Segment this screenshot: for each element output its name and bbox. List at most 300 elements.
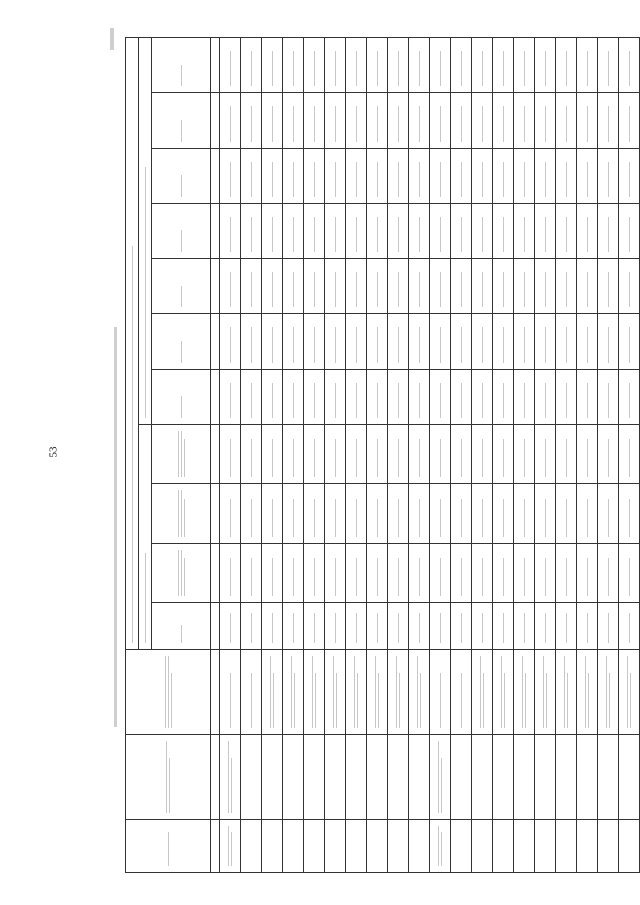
table-cell	[514, 603, 535, 650]
table-cell	[472, 259, 493, 314]
table-cell	[598, 148, 619, 203]
table-row	[241, 38, 262, 873]
table-cell	[241, 38, 262, 94]
table-cell	[304, 38, 325, 94]
column-number-cell	[211, 734, 220, 819]
table-cell	[430, 93, 451, 148]
table-cell	[430, 543, 451, 602]
table-cell	[220, 314, 241, 369]
table-cell	[241, 93, 262, 148]
table-cell	[514, 484, 535, 543]
column-number-cell	[211, 314, 220, 369]
table-cell	[493, 819, 514, 872]
table-cell	[619, 734, 640, 819]
column-number-cell	[211, 93, 220, 148]
table-cell	[241, 203, 262, 258]
table-cell	[304, 543, 325, 602]
table-cell	[409, 424, 430, 483]
table-cell	[556, 819, 577, 872]
table-cell	[556, 369, 577, 424]
table-cell	[514, 369, 535, 424]
table-cell	[262, 38, 283, 94]
table-cell	[430, 603, 451, 650]
table-cell	[514, 38, 535, 94]
table-cell	[556, 543, 577, 602]
table-cell	[535, 38, 556, 94]
table-cell	[451, 543, 472, 602]
header-cell	[152, 38, 211, 94]
table-cell	[367, 369, 388, 424]
table-cell	[514, 734, 535, 819]
table-cell	[430, 369, 451, 424]
table-row	[388, 38, 409, 873]
column-number-cell	[211, 148, 220, 203]
table-cell	[514, 203, 535, 258]
table-cell	[619, 369, 640, 424]
header-cell	[152, 543, 211, 602]
table-cell	[409, 203, 430, 258]
table-cell	[430, 314, 451, 369]
header-cell	[126, 819, 211, 872]
table-cell	[241, 819, 262, 872]
table-cell	[535, 369, 556, 424]
table-cell	[598, 259, 619, 314]
header-cell	[152, 484, 211, 543]
table-cell	[220, 259, 241, 314]
table-cell	[535, 484, 556, 543]
header-cell	[152, 314, 211, 369]
table-cell	[451, 603, 472, 650]
table-cell	[283, 314, 304, 369]
table-cell	[598, 93, 619, 148]
header-cell	[152, 603, 211, 650]
table-cell	[325, 424, 346, 483]
table-cell	[304, 259, 325, 314]
table-cell	[472, 649, 493, 734]
table-cell	[493, 543, 514, 602]
table-cell	[577, 369, 598, 424]
table-cell	[409, 649, 430, 734]
table-cell	[430, 424, 451, 483]
table-cell	[577, 314, 598, 369]
table-cell	[598, 369, 619, 424]
table-cell	[451, 734, 472, 819]
table-cell	[556, 259, 577, 314]
table-cell	[220, 424, 241, 483]
column-number-cell	[211, 543, 220, 602]
table-cell	[304, 734, 325, 819]
table-cell	[577, 484, 598, 543]
table-row	[367, 38, 388, 873]
table-cell	[346, 603, 367, 650]
table-cell	[388, 203, 409, 258]
table-cell	[451, 314, 472, 369]
column-number-cell	[211, 424, 220, 483]
header-cell	[152, 148, 211, 203]
table-cell	[598, 484, 619, 543]
table-cell	[388, 148, 409, 203]
table-cell	[451, 148, 472, 203]
table-cell	[388, 38, 409, 94]
table-cell	[472, 203, 493, 258]
table-cell	[220, 369, 241, 424]
table-cell	[451, 93, 472, 148]
table-cell	[577, 38, 598, 94]
table-cell	[451, 649, 472, 734]
table-cell	[514, 148, 535, 203]
table-cell	[241, 734, 262, 819]
table-cell	[430, 734, 451, 819]
table-cell	[367, 484, 388, 543]
table-cell	[241, 259, 262, 314]
table-cell	[472, 424, 493, 483]
table-cell	[304, 93, 325, 148]
table-cell	[367, 259, 388, 314]
table-cell	[325, 259, 346, 314]
table-cell	[388, 369, 409, 424]
table-cell	[367, 93, 388, 148]
table-cell	[577, 649, 598, 734]
table-cell	[577, 148, 598, 203]
table-cell	[367, 148, 388, 203]
header-cell	[126, 734, 211, 819]
table-cell	[388, 543, 409, 602]
table-cell	[556, 734, 577, 819]
table-cell	[220, 38, 241, 94]
table-cell	[367, 424, 388, 483]
table-row	[577, 38, 598, 873]
table-cell	[241, 543, 262, 602]
table-cell	[325, 314, 346, 369]
table-cell	[283, 148, 304, 203]
table-cell	[556, 148, 577, 203]
table-row	[514, 38, 535, 873]
table-cell	[220, 649, 241, 734]
table-cell	[577, 424, 598, 483]
header-cell	[152, 93, 211, 148]
table-cell	[556, 93, 577, 148]
table-cell	[409, 734, 430, 819]
table-cell	[388, 93, 409, 148]
table-cell	[472, 369, 493, 424]
table-cell	[514, 314, 535, 369]
table-cell	[262, 649, 283, 734]
table-cell	[283, 203, 304, 258]
table-cell	[451, 203, 472, 258]
table-cell	[430, 259, 451, 314]
table-cell	[598, 38, 619, 94]
table-cell	[346, 148, 367, 203]
table-cell	[619, 543, 640, 602]
table-cell	[409, 259, 430, 314]
table-cell	[388, 734, 409, 819]
table-cell	[346, 38, 367, 94]
table-cell	[325, 369, 346, 424]
table-cell	[283, 93, 304, 148]
header-cell	[139, 38, 152, 425]
table-cell	[619, 148, 640, 203]
table-cell	[325, 603, 346, 650]
table-cell	[325, 734, 346, 819]
table-cell	[283, 484, 304, 543]
header-cell	[139, 424, 152, 649]
table-cell	[325, 819, 346, 872]
column-number-cell	[211, 38, 220, 94]
table-cell	[598, 819, 619, 872]
column-number-cell	[211, 649, 220, 734]
table-cell	[220, 484, 241, 543]
table-cell	[262, 543, 283, 602]
table-cell	[241, 148, 262, 203]
table-cell	[409, 93, 430, 148]
table-cell	[346, 819, 367, 872]
table-cell	[262, 203, 283, 258]
table-cell	[535, 543, 556, 602]
table-cell	[241, 649, 262, 734]
header-cell	[152, 369, 211, 424]
table-cell	[346, 369, 367, 424]
table-row	[262, 38, 283, 873]
table-cell	[598, 424, 619, 483]
table-cell	[493, 38, 514, 94]
table-cell	[283, 649, 304, 734]
table-cell	[325, 484, 346, 543]
table-cell	[514, 819, 535, 872]
table-cell	[262, 93, 283, 148]
table-cell	[472, 148, 493, 203]
table-cell	[409, 603, 430, 650]
header-cell	[126, 38, 139, 650]
table-cell	[577, 93, 598, 148]
table-cell	[556, 314, 577, 369]
table-cell	[493, 148, 514, 203]
column-number-cell	[211, 259, 220, 314]
column-number-cell	[211, 484, 220, 543]
table-cell	[388, 649, 409, 734]
table-row	[430, 38, 451, 873]
table-cell	[262, 259, 283, 314]
table-row	[325, 38, 346, 873]
table-cell	[241, 484, 262, 543]
table-cell	[619, 203, 640, 258]
table-cell	[619, 819, 640, 872]
table-cell	[325, 203, 346, 258]
table-cell	[451, 819, 472, 872]
table-cell	[325, 543, 346, 602]
table-cell	[262, 148, 283, 203]
table-cell	[346, 649, 367, 734]
table-cell	[514, 424, 535, 483]
table-cell	[514, 259, 535, 314]
table-cell	[346, 734, 367, 819]
table-cell	[325, 93, 346, 148]
table-cell	[577, 734, 598, 819]
table-caption-unreadable	[110, 28, 114, 50]
table-cell	[493, 314, 514, 369]
document-title-unreadable	[114, 327, 117, 727]
table-cell	[619, 603, 640, 650]
table-cell	[220, 819, 241, 872]
table-cell	[556, 484, 577, 543]
table-cell	[367, 603, 388, 650]
table-cell	[367, 543, 388, 602]
table-cell	[262, 819, 283, 872]
table-cell	[241, 603, 262, 650]
table-cell	[346, 484, 367, 543]
table-cell	[262, 314, 283, 369]
table-cell	[535, 734, 556, 819]
table-cell	[283, 543, 304, 602]
table-cell	[409, 819, 430, 872]
table-cell	[325, 148, 346, 203]
table-cell	[304, 203, 325, 258]
table-cell	[283, 259, 304, 314]
table-cell	[472, 543, 493, 602]
header-cell	[126, 649, 211, 734]
table-cell	[598, 543, 619, 602]
table-cell	[619, 259, 640, 314]
table-row	[556, 38, 577, 873]
table-sheet	[105, 22, 625, 887]
table-cell	[556, 424, 577, 483]
table-cell	[619, 424, 640, 483]
table-cell	[346, 259, 367, 314]
table-cell	[598, 603, 619, 650]
table-cell	[262, 734, 283, 819]
table-cell	[220, 603, 241, 650]
table-cell	[430, 38, 451, 94]
table-cell	[241, 314, 262, 369]
table-cell	[346, 424, 367, 483]
table-cell	[409, 543, 430, 602]
table-cell	[472, 314, 493, 369]
table-cell	[619, 649, 640, 734]
table-cell	[241, 369, 262, 424]
table-cell	[535, 203, 556, 258]
table-row	[283, 38, 304, 873]
table-cell	[619, 93, 640, 148]
table-cell	[283, 369, 304, 424]
table-cell	[262, 424, 283, 483]
table-row	[220, 38, 241, 873]
table-cell	[577, 203, 598, 258]
table-cell	[346, 93, 367, 148]
table-cell	[409, 38, 430, 94]
column-number-cell	[211, 203, 220, 258]
table-cell	[262, 603, 283, 650]
table-cell	[409, 148, 430, 203]
table-cell	[367, 734, 388, 819]
table-cell	[304, 424, 325, 483]
table-cell	[493, 369, 514, 424]
table-cell	[409, 314, 430, 369]
table-cell	[262, 484, 283, 543]
table-cell	[430, 203, 451, 258]
rotated-content	[105, 22, 625, 887]
header-cell	[152, 259, 211, 314]
table-cell	[430, 649, 451, 734]
table-cell	[514, 649, 535, 734]
table-cell	[514, 543, 535, 602]
table-cell	[325, 649, 346, 734]
table-cell	[388, 603, 409, 650]
table-cell	[619, 314, 640, 369]
table-cell	[472, 38, 493, 94]
table-cell	[283, 603, 304, 650]
table-cell	[367, 38, 388, 94]
column-number-cell	[211, 369, 220, 424]
table-cell	[304, 819, 325, 872]
table-cell	[283, 734, 304, 819]
table-cell	[472, 819, 493, 872]
table-cell	[535, 649, 556, 734]
table-cell	[241, 424, 262, 483]
table-cell	[430, 819, 451, 872]
table-cell	[430, 148, 451, 203]
table-cell	[493, 203, 514, 258]
table-cell	[493, 649, 514, 734]
table-cell	[388, 819, 409, 872]
table-cell	[304, 484, 325, 543]
table-cell	[577, 259, 598, 314]
table-cell	[598, 203, 619, 258]
table-cell	[388, 484, 409, 543]
table-cell	[472, 93, 493, 148]
header-cell	[152, 203, 211, 258]
page-number: 53	[47, 446, 60, 458]
table-cell	[346, 314, 367, 369]
table-cell	[556, 603, 577, 650]
table-cell	[451, 369, 472, 424]
table-cell	[367, 314, 388, 369]
table-cell	[283, 819, 304, 872]
table-cell	[409, 369, 430, 424]
table-row	[304, 38, 325, 873]
table-cell	[493, 424, 514, 483]
table-cell	[304, 148, 325, 203]
table-cell	[304, 314, 325, 369]
table-cell	[451, 38, 472, 94]
table-row	[346, 38, 367, 873]
table-cell	[535, 603, 556, 650]
table-cell	[430, 484, 451, 543]
budget-table	[125, 37, 640, 873]
table-cell	[598, 314, 619, 369]
table-cell	[493, 603, 514, 650]
table-cell	[472, 603, 493, 650]
column-number-cell	[211, 819, 220, 872]
table-cell	[535, 819, 556, 872]
table-cell	[283, 38, 304, 94]
table-row	[619, 38, 640, 873]
table-cell	[451, 424, 472, 483]
table-cell	[388, 259, 409, 314]
table-cell	[472, 734, 493, 819]
table-cell	[304, 369, 325, 424]
table-cell	[556, 38, 577, 94]
table-cell	[388, 314, 409, 369]
table-cell	[388, 424, 409, 483]
table-cell	[220, 93, 241, 148]
table-cell	[619, 38, 640, 94]
table-cell	[598, 649, 619, 734]
table-cell	[577, 543, 598, 602]
table-cell	[367, 819, 388, 872]
table-cell	[535, 314, 556, 369]
table-cell	[535, 93, 556, 148]
table-cell	[451, 484, 472, 543]
table-cell	[304, 603, 325, 650]
